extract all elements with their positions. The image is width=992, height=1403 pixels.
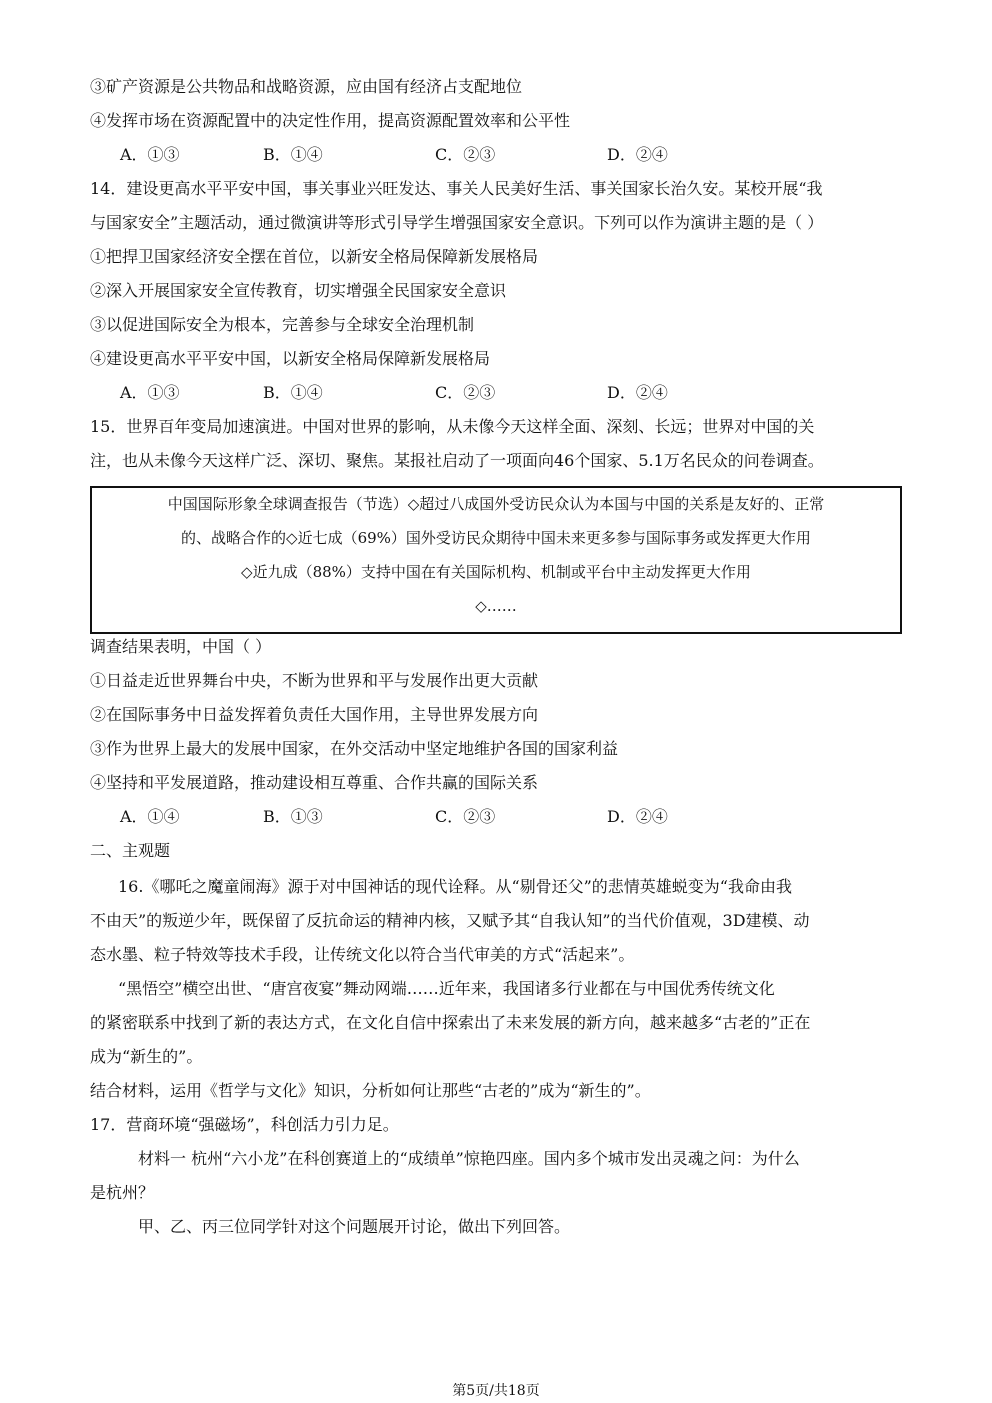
q15-item-4: ④坚持和平发展道路，推动建设相互尊重、合作共赢的国际关系 <box>90 773 539 792</box>
q16-para2-line-3: 成为“新生的”。 <box>90 1047 203 1066</box>
q15-item-3: ③作为世界上最大的发展中国家，在外交活动中坚定地维护各国的国家利益 <box>90 739 619 758</box>
q13-option-d[interactable]: D．②④ <box>607 145 668 164</box>
q16-para1-line-2: 不由天”的叛逆少年，既保留了反抗命运的精神内核，又赋予其“自我认知”的当代价值观，3D建模、动 <box>90 911 810 930</box>
q14-stem-line-1: 14．建设更高水平平安中国，事关事业兴旺发达、事关人民美好生活、事关国家长治久安。某校开展“我 <box>90 179 823 198</box>
q15-box-line-3: ◇近九成（88%）支持中国在有关国际机构、机制或平台中主动发挥更大作用 <box>241 563 751 581</box>
q14-option-c[interactable]: C．②③ <box>435 383 496 402</box>
q15-box-line-1: 中国国际形象全球调查报告（节选）◇超过八成国外受访民众认为本国与中国的关系是友好的、正常 <box>167 495 825 513</box>
q13-item-4: ④发挥市场在资源配置中的决定性作用，提高资源配置效率和公平性 <box>90 111 571 130</box>
q14-item-4: ④建设更高水平平安中国，以新安全格局保障新发展格局 <box>90 349 491 368</box>
q17-stem: 17．营商环境“强磁场”，科创活力引力足。 <box>90 1115 399 1134</box>
q15-question: 调查结果表明，中国（ ） <box>90 637 272 656</box>
q15-option-d[interactable]: D．②④ <box>607 807 668 826</box>
q15-survey-box <box>90 486 902 634</box>
q16-para2-line-2: 的紧密联系中找到了新的表达方式，在文化自信中探索出了未来发展的新方向，越来越多“古老的”正在 <box>90 1013 811 1032</box>
q14-option-b[interactable]: B．①④ <box>263 383 323 402</box>
q13-option-a[interactable]: A．①③ <box>120 145 180 164</box>
q13-item-3: ③矿产资源是公共物品和战略资源，应由国有经济占支配地位 <box>90 77 523 96</box>
q15-stem-line-2: 注，也从未像今天这样广泛、深切、聚焦。某报社启动了一项面向46个国家、5.1万名民众的问卷调查。 <box>90 451 824 470</box>
q15-option-b[interactable]: B．①③ <box>263 807 323 826</box>
q15-option-c[interactable]: C．②③ <box>435 807 496 826</box>
page-footer: 第5页/共18页 <box>452 1383 540 1399</box>
q13-option-c[interactable]: C．②③ <box>435 145 496 164</box>
q15-option-a[interactable]: A．①④ <box>120 807 180 826</box>
q17-material1-line-1: 材料一 杭州“六小龙”在科创赛道上的“成绩单”惊艳四座。国内多个城市发出灵魂之问：为什么 <box>138 1149 800 1168</box>
q13-options <box>120 144 760 166</box>
q17-material1-line-2: 是杭州？ <box>90 1183 155 1202</box>
q17-discussion: 甲、乙、丙三位同学针对这个问题展开讨论，做出下列回答。 <box>138 1217 571 1236</box>
q14-option-a[interactable]: A．①③ <box>120 383 180 402</box>
section-title-subjective: 二、主观题 <box>90 841 171 860</box>
q15-box-line-2: 的、战略合作的◇近七成（69%）国外受访民众期待中国未来更多参与国际事务或发挥更大作用 <box>181 529 811 547</box>
q16-para2-line-1: “黑悟空”横空出世、“唐宫夜宴”舞动网端……近年来，我国诸多行业都在与中国优秀传统文化 <box>118 979 775 998</box>
q14-stem-line-2: 与国家安全”主题活动，通过微演讲等形式引导学生增强国家安全意识。下列可以作为演讲主题的是（ ） <box>90 213 824 232</box>
q15-item-2: ②在国际事务中日益发挥着负责任大国作用，主导世界发展方向 <box>90 705 539 724</box>
q15-stem-line-1: 15．世界百年变局加速演进。中国对世界的影响，从未像今天这样全面、深刻、长远；世界对中国的关 <box>90 417 815 436</box>
q14-option-d[interactable]: D．②④ <box>607 383 668 402</box>
q13-option-b[interactable]: B．①④ <box>263 145 323 164</box>
q16-para1-line-1: 16.《哪吒之魔童闹海》源于对中国神话的现代诠释。从“剔骨还父”的悲情英雄蜕变为“我命由我 <box>118 877 792 896</box>
q16-para1-line-3: 态水墨、粒子特效等技术手段，让传统文化以符合当代审美的方式“活起来”。 <box>90 945 635 964</box>
q14-item-1: ①把捍卫国家经济安全摆在首位，以新安全格局保障新发展格局 <box>90 247 539 266</box>
q14-item-2: ②深入开展国家安全宣传教育，切实增强全民国家安全意识 <box>90 281 507 300</box>
q15-options <box>120 806 760 828</box>
q14-item-3: ③以促进国际安全为根本，完善参与全球安全治理机制 <box>90 315 475 334</box>
q16-question: 结合材料，运用《哲学与文化》知识，分析如何让那些“古老的”成为“新生的”。 <box>90 1081 651 1100</box>
q14-options <box>120 382 760 404</box>
q15-item-1: ①日益走近世界舞台中央，不断为世界和平与发展作出更大贡献 <box>90 671 539 690</box>
q15-box-line-4: ◇…… <box>475 597 517 615</box>
